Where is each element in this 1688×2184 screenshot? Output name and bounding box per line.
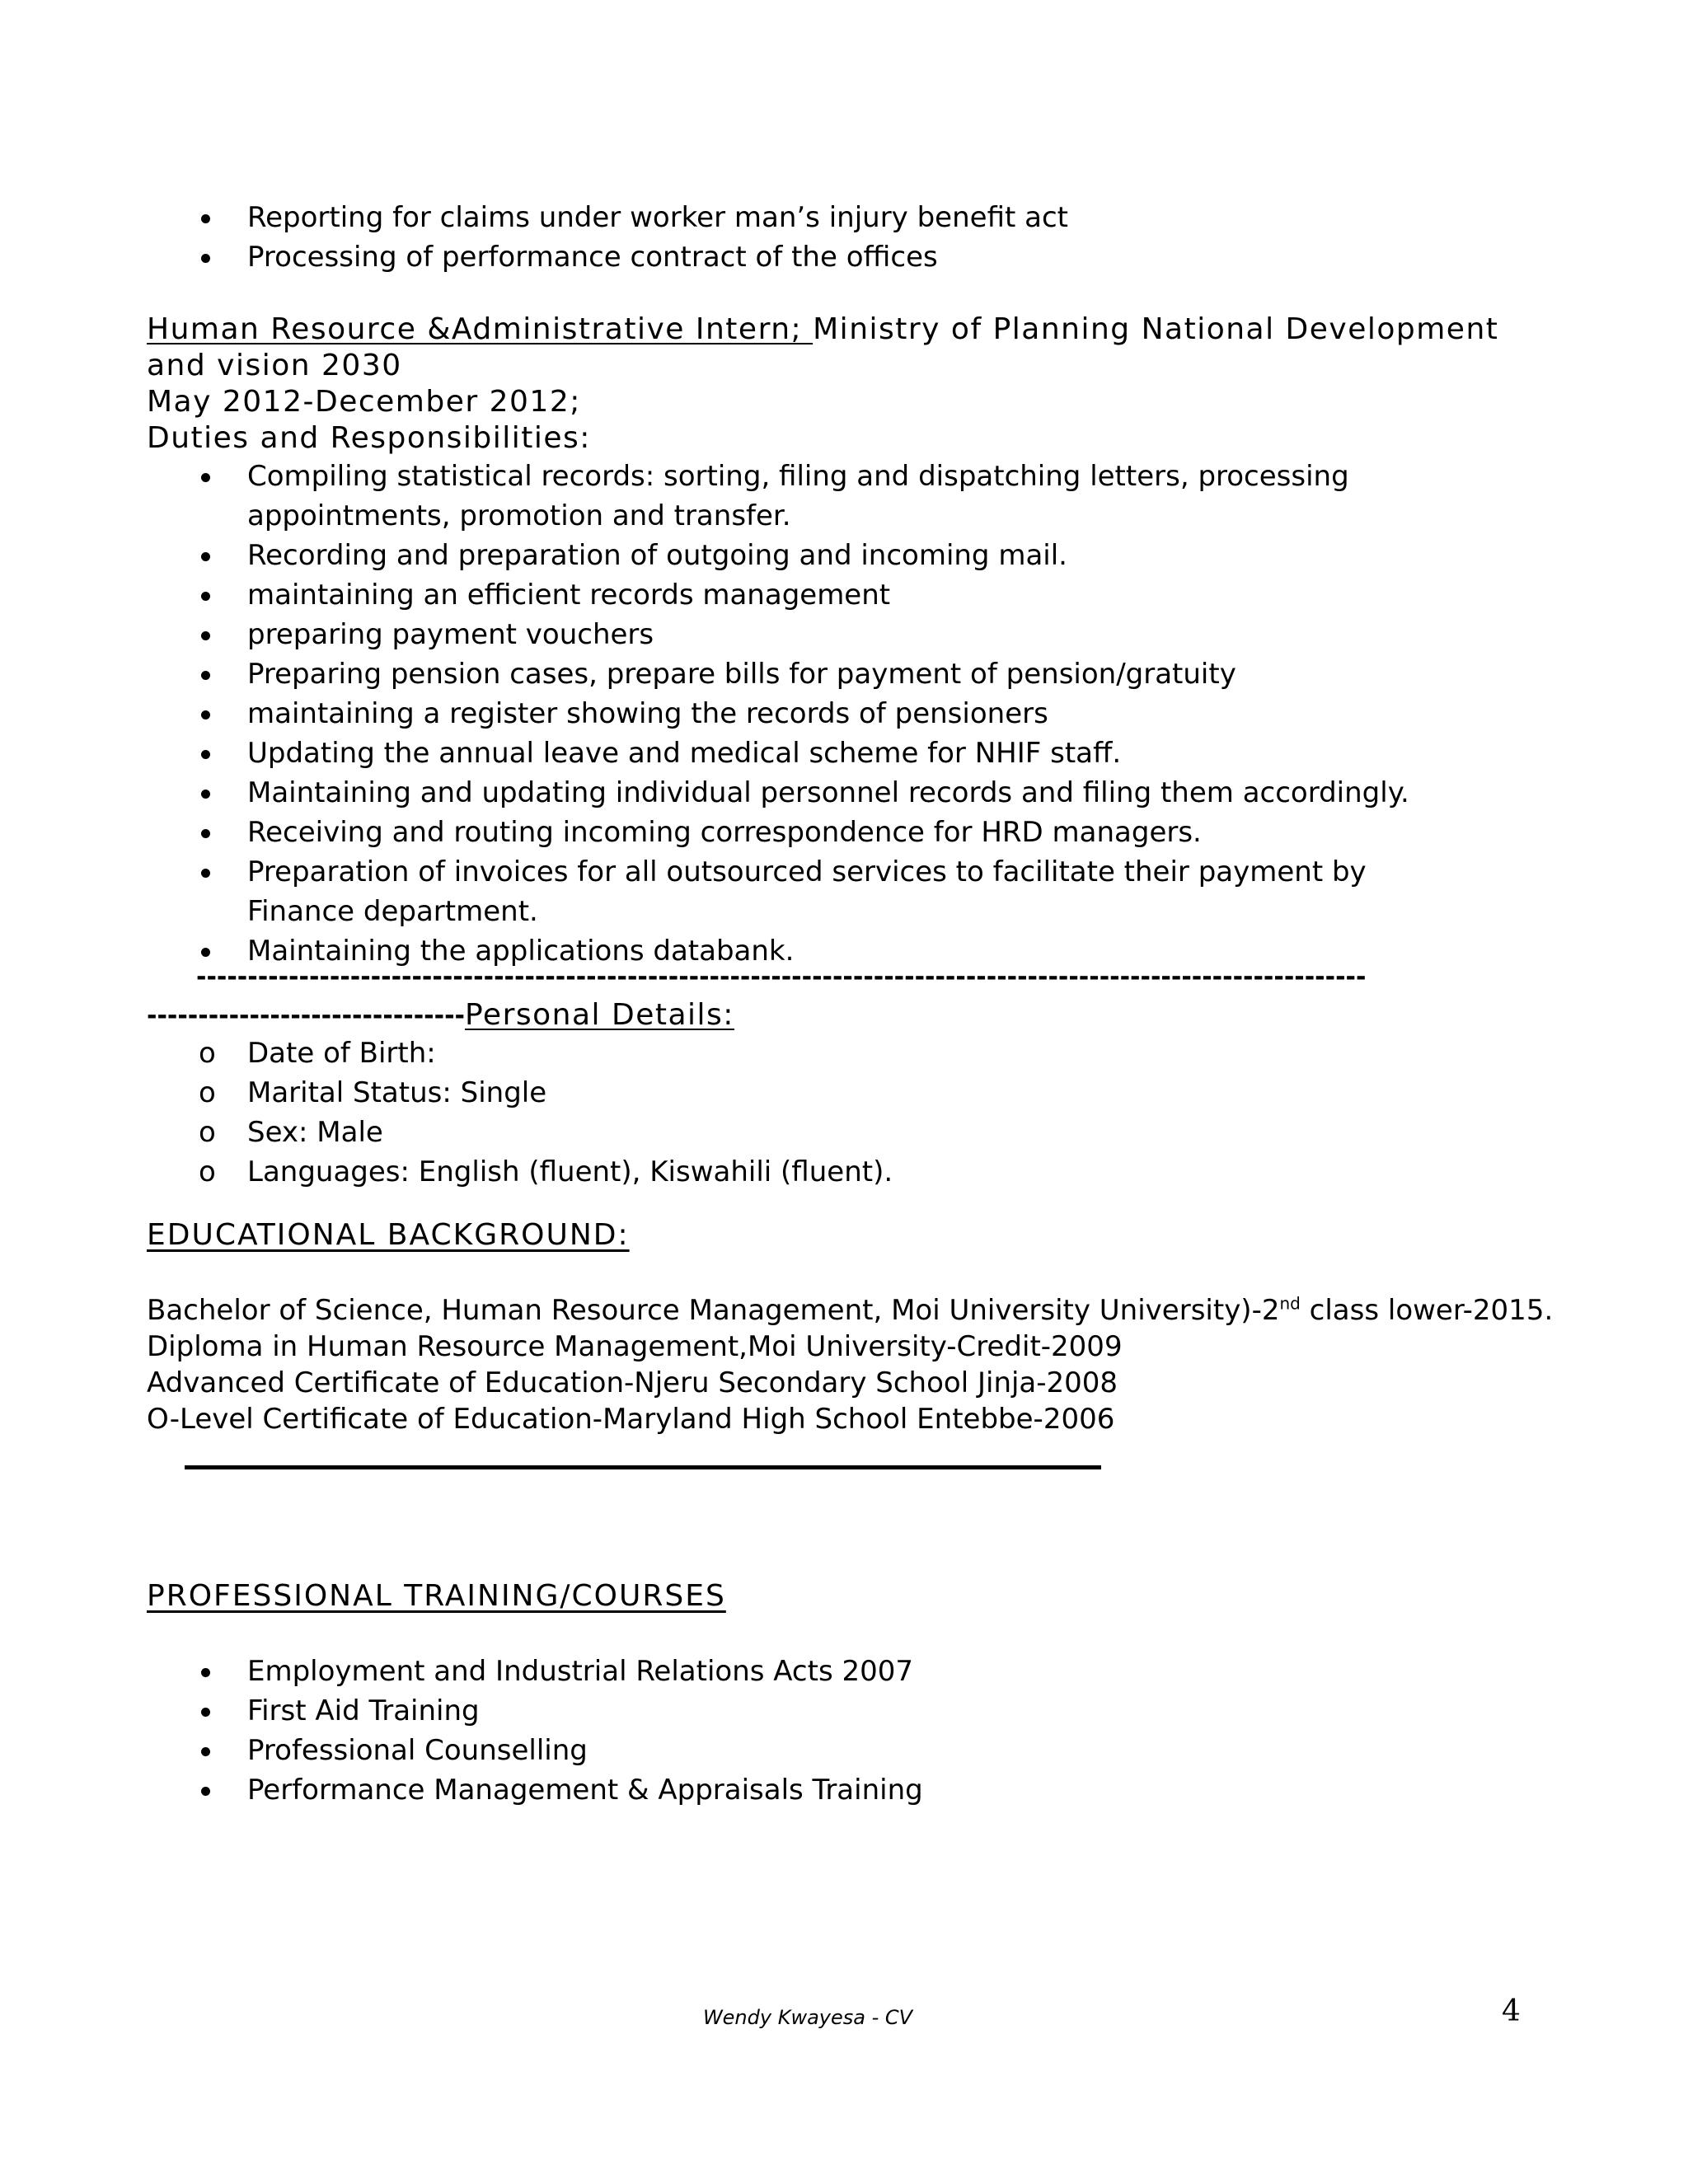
list-item: Preparation of invoices for all outsourced services to facilitate their payment by Finance department. (196, 852, 1482, 931)
list-item: Employment and Industrial Relations Acts 2007 (196, 1652, 1482, 1691)
list-item: o Languages: English (fluent), Kiswahili (fluent). (196, 1152, 1482, 1192)
list-item: o Date of Birth: (196, 1033, 1482, 1073)
internship-heading (147, 312, 1531, 384)
list-item: o Sex: Male (196, 1113, 1482, 1152)
horizontal-rule (185, 1465, 1101, 1469)
page-number: 4 (1502, 1994, 1521, 2028)
personal-details-list (196, 1033, 1482, 1192)
internship-organization: Ministry of Planning National Development and vision 2030 (147, 312, 1499, 382)
training-heading: PROFESSIONAL TRAINING/COURSES (147, 1579, 726, 1613)
list-item: Performance Management & Appraisals Training (196, 1770, 1482, 1810)
internship-role: Human Resource &Administrative Intern; (147, 312, 814, 346)
list-item: o Marital Status: Single (196, 1073, 1482, 1113)
education-line: O-Level Certificate of Education-Maryland High School Entebbe-2006 (147, 1403, 1115, 1436)
education-list (147, 1292, 1564, 1437)
education-line: Advanced Certificate of Education-Njeru Secondary School Jinja-2008 (147, 1366, 1118, 1399)
list-item: Maintaining the applications databank. (196, 931, 1482, 971)
list-item: Recording and preparation of outgoing and incoming mail. (196, 536, 1482, 575)
list-item: Compiling statistical records: sorting, filing and dispatching letters, processing appointments, promotion and transfer. (196, 457, 1482, 536)
dashed-separator: ------------------------------- (147, 1001, 465, 1030)
list-item: First Aid Training (196, 1691, 1482, 1731)
personal-details-heading: Personal Details: (465, 998, 734, 1032)
internship-period: May 2012-December 2012; (147, 385, 581, 419)
list-item: maintaining an efficient records management (196, 575, 1482, 615)
previous-duties-list (196, 198, 1482, 277)
duties-list (196, 457, 1482, 971)
education-line: Diploma in Human Resource Management,Moi University-Credit-2009 (147, 1330, 1123, 1363)
list-item: Updating the annual leave and medical scheme for NHIF staff. (196, 733, 1482, 773)
list-item: Processing of performance contract of the offices (196, 237, 1482, 277)
list-item: Professional Counselling (196, 1731, 1482, 1770)
education-line: Bachelor of Science, Human Resource Management, Moi University University)-2nd class lower-2015. (147, 1293, 1554, 1327)
list-item: maintaining a register showing the records of pensioners (196, 694, 1482, 733)
personal-heading-row (147, 997, 734, 1033)
training-list (196, 1652, 1482, 1810)
list-item: Receiving and routing incoming correspondence for HRD managers. (196, 813, 1482, 852)
list-item: preparing payment vouchers (196, 615, 1482, 654)
list-item: Maintaining and updating individual personnel records and filing them accordingly. (196, 773, 1482, 813)
list-item: Preparing pension cases, prepare bills for payment of pension/gratuity (196, 654, 1482, 694)
dashed-separator: ------------------------------------------------------------------------------------------------------------------ (196, 963, 1367, 991)
education-heading: EDUCATIONAL BACKGROUND: (147, 1218, 630, 1252)
list-item: Reporting for claims under worker man’s injury benefit act (196, 198, 1482, 237)
footer-text: Wendy Kwayesa - CV (702, 2006, 913, 2029)
duties-heading: Duties and Responsibilities: (147, 421, 591, 455)
